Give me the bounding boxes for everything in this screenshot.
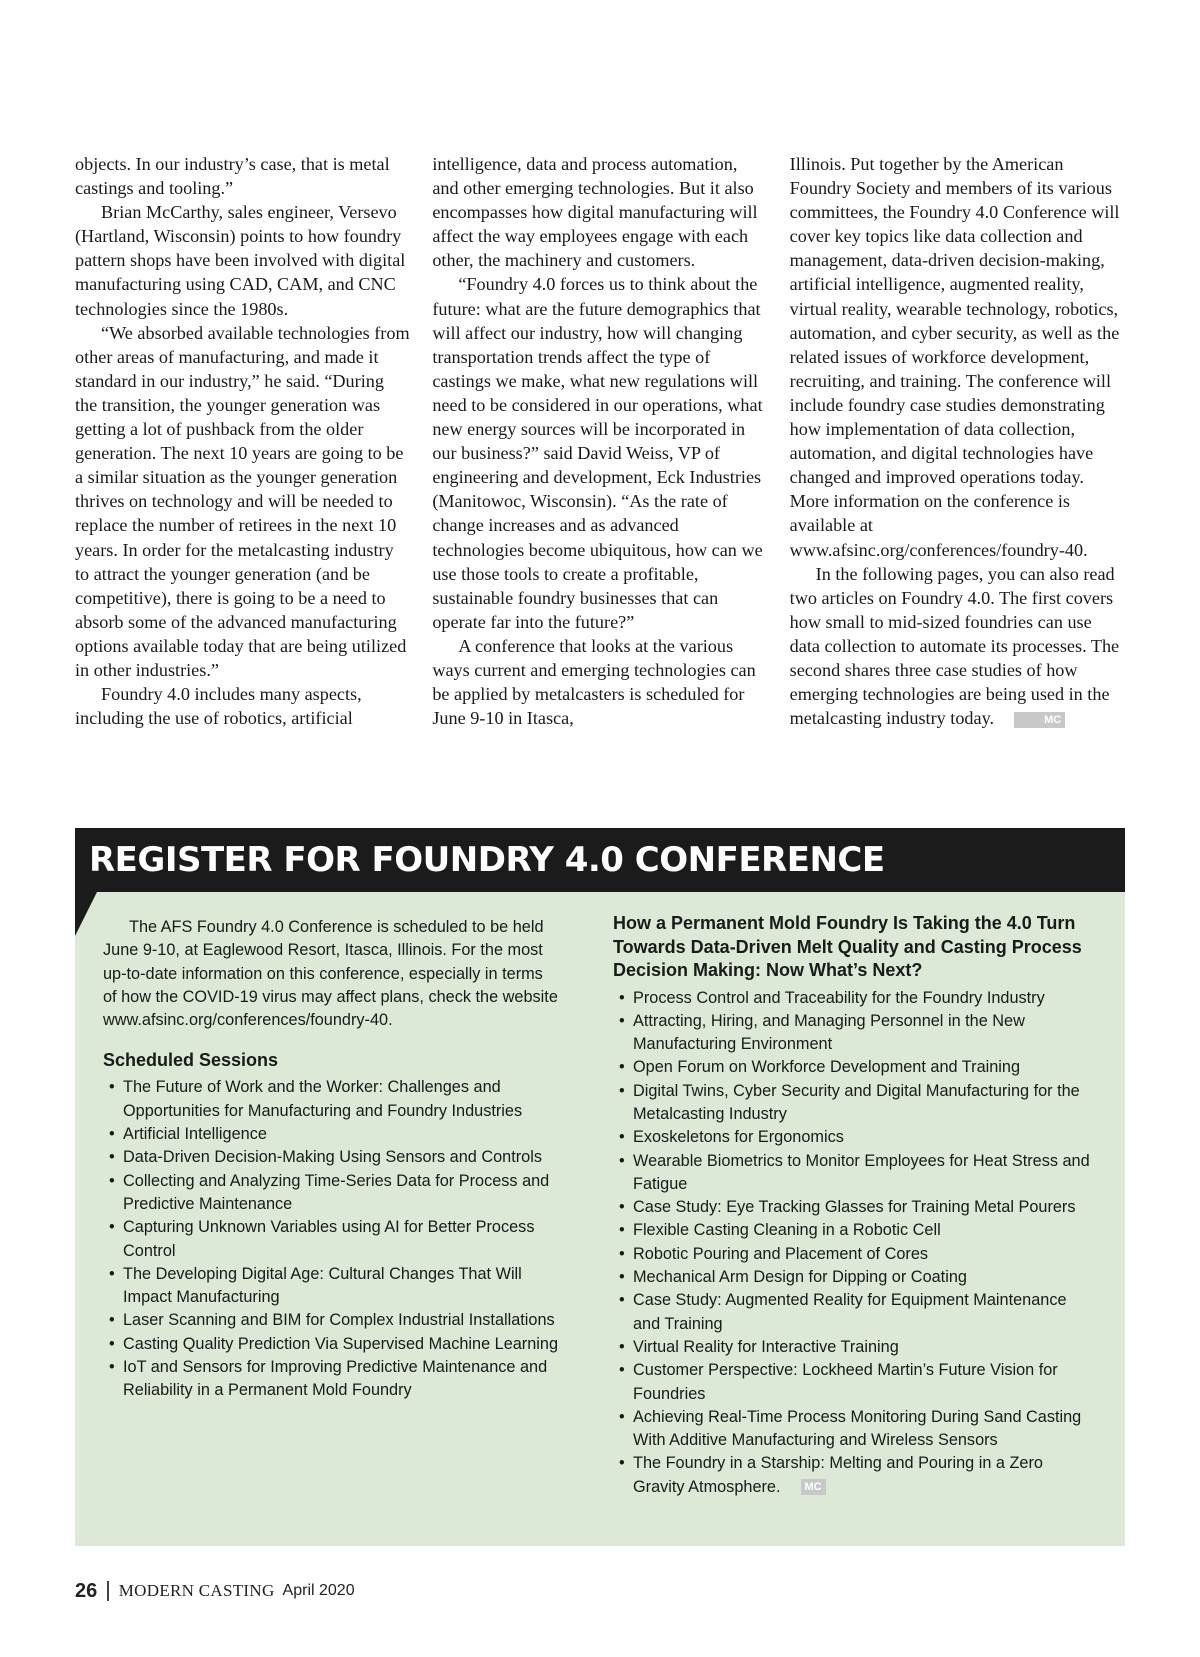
list-item: • Wearable Biometrics to Monitor Employees for Heat Stress and Fatigue: [613, 1150, 1093, 1197]
sidebar-right-column: [613, 912, 1093, 1499]
list-item: • Case Study: Eye Tracking Glasses for Training Metal Pourers: [613, 1196, 1093, 1219]
list-item: • Robotic Pouring and Placement of Cores: [613, 1243, 1093, 1266]
corner-flap: [75, 892, 97, 936]
sidebar-header: [75, 828, 1125, 892]
paragraph: “We absorbed available technologies from other areas of manufacturing, and made it standard in our industry,” he said. “During the transition, the younger generation was getting a lot of pushback from the older generation. The next 10 years are going to be a similar situation as the younger generation thrives on technology and will be needed to replace the number of retirees in the next 10 years. In order for the metalcasting industry to attract the younger generation (and be competitive), there is going to be a need to absorb some of the advanced manufacturing options available today that are being utilized in other industries.”: [75, 322, 410, 680]
list-item: • Exoskeletons for Ergonomics: [613, 1126, 1093, 1149]
list-item: • Customer Perspective: Lockheed Martin’s Future Vision for Foundries: [613, 1359, 1093, 1406]
paragraph: Illinois. Put together by the American Foundry Society and members of its various committees, the Foundry 4.0 Conference will cover key topics like data collection and management, data-driven decision-making, artificial intelligence, augmented reality, virtual reality, wearable technology, robotics, automation, and cyber security, as well as the related issues of workforce development, recruiting, and training. The conference will include foundry case studies demonstrating how implementation of data collection, automation, and digital technologies have changed and improved operations today. More information on the conference is available at www.afsinc.org/conferences/foundry-40.: [789, 154, 1120, 560]
list-item: [613, 1452, 1093, 1499]
list-item: • Mechanical Arm Design for Dipping or Coating: [613, 1266, 1093, 1289]
magazine-name: MODERN CASTING: [118, 1581, 275, 1600]
paragraph: objects. In our industry’s case, that is metal castings and tooling.”: [75, 154, 390, 199]
sidebar-intro: The AFS Foundry 4.0 Conference is scheduled to be held June 9-10, at Eaglewood Resort, Itasca, Illinois. For the most up-to-date information on this conference, especially in terms of how the COVID-19 virus may affect plans, check the website www.afsinc.org/conferences/foundry-40.: [103, 918, 558, 1030]
sessions-heading: Scheduled Sessions: [103, 1050, 279, 1071]
list-item: • Achieving Real-Time Process Monitoring During Sand Casting With Additive Manufacturing and Wireless Sensors: [613, 1406, 1093, 1453]
sidebar-title: REGISTER FOR FOUNDRY 4.0 CONFERENCE: [89, 840, 885, 880]
page-footer: [75, 1578, 355, 1604]
conference-sidebar: [75, 828, 1125, 1546]
list-item: • Attracting, Hiring, and Managing Personnel in the New Manufacturing Environment: [613, 1010, 1093, 1057]
list-item: • IoT and Sensors for Improving Predictive Maintenance and Reliability in a Permanent Mold Foundry: [103, 1356, 558, 1403]
paragraph-text: In the following pages, you can also read two articles on Foundry 4.0. The first covers how small to mid-sized foundries can use data collection to automate its processes. The second shares three case studies of how emerging technologies are being used in the metalcasting industry today.: [789, 563, 1120, 729]
sessions-list: [103, 1076, 558, 1402]
list-item: • Casting Quality Prediction Via Supervised Machine Learning: [103, 1333, 558, 1356]
list-item: • Case Study: Augmented Reality for Equipment Maintenance and Training: [613, 1289, 1093, 1336]
article-column-3: [790, 152, 1125, 812]
sessions-list-continued: [613, 987, 1093, 1500]
paragraph: [790, 562, 1125, 731]
list-item: • Flexible Casting Cleaning in a Robotic Cell: [613, 1219, 1093, 1242]
list-item: • Collecting and Analyzing Time-Series Data for Process and Predictive Maintenance: [103, 1170, 558, 1217]
list-item: • The Future of Work and the Worker: Challenges and Opportunities for Manufacturing and Foundry Industries: [103, 1076, 558, 1123]
list-item: • Process Control and Traceability for the Foundry Industry: [613, 987, 1093, 1010]
list-item: • The Developing Digital Age: Cultural Changes That Will Impact Manufacturing: [103, 1263, 558, 1310]
paragraph: A conference that looks at the various ways current and emerging technologies can be applied by metalcasters is scheduled for June 9-10 in Itasca,: [432, 635, 756, 729]
list-item: • Artificial Intelligence: [103, 1123, 558, 1146]
paragraph: intelligence, data and process automation, and other emerging technologies. But it also encompasses how digital manufacturing will affect the way employees engage with each other, the machinery and customers.: [432, 154, 758, 271]
list-item-text: The Foundry in a Starship: Melting and Pouring in a Zero Gravity Atmosphere.: [633, 1454, 1043, 1496]
sidebar-left-column: [103, 916, 558, 1403]
end-mark-badge: MC: [1014, 712, 1065, 728]
page-number: 26: [75, 1579, 98, 1602]
paragraph: “Foundry 4.0 forces us to think about the future: what are the future demographics that will affect our industry, how will changing transportation trends affect the type of castings we make, what new regulations will need to be considered in our operations, what new energy sources will be incorporated in our business?” said David Weiss, VP of engineering and development, Eck Industries (Manitowoc, Wisconsin). “As the rate of change increases and as advanced technologies become ubiquitous, how can we use those tools to create a profitable, sustainable foundry businesses that can operate far into the future?”: [432, 274, 763, 632]
session-heading: How a Permanent Mold Foundry Is Taking the 4.0 Turn Towards Data-Driven Melt Quality and Casting Process Decision Making: Now What’s Next?: [613, 913, 1082, 980]
footer-divider: [107, 1581, 109, 1601]
list-item: • Capturing Unknown Variables using AI for Better Process Control: [103, 1216, 558, 1263]
list-item: • Virtual Reality for Interactive Training: [613, 1336, 1093, 1359]
end-mark-badge: MC: [801, 1479, 826, 1495]
article-column-2: [432, 152, 767, 812]
list-item: • Open Forum on Workforce Development and Training: [613, 1056, 1093, 1079]
article-column-1: [75, 152, 410, 812]
list-item: • Digital Twins, Cyber Security and Digital Manufacturing for the Metalcasting Industry: [613, 1080, 1093, 1127]
issue-date: April 2020: [282, 1582, 355, 1599]
list-item: • Data-Driven Decision-Making Using Sensors and Controls: [103, 1146, 558, 1169]
article-columns: [75, 152, 1125, 812]
list-item: • Laser Scanning and BIM for Complex Industrial Installations: [103, 1309, 558, 1332]
paragraph: Foundry 4.0 includes many aspects, including the use of robotics, artificial: [75, 684, 362, 729]
paragraph: Brian McCarthy, sales engineer, Versevo (Hartland, Wisconsin) points to how foundry pattern shops have been involved with digital manufacturing using CAD, CAM, and CNC technologies since the 1980s.: [75, 202, 406, 319]
